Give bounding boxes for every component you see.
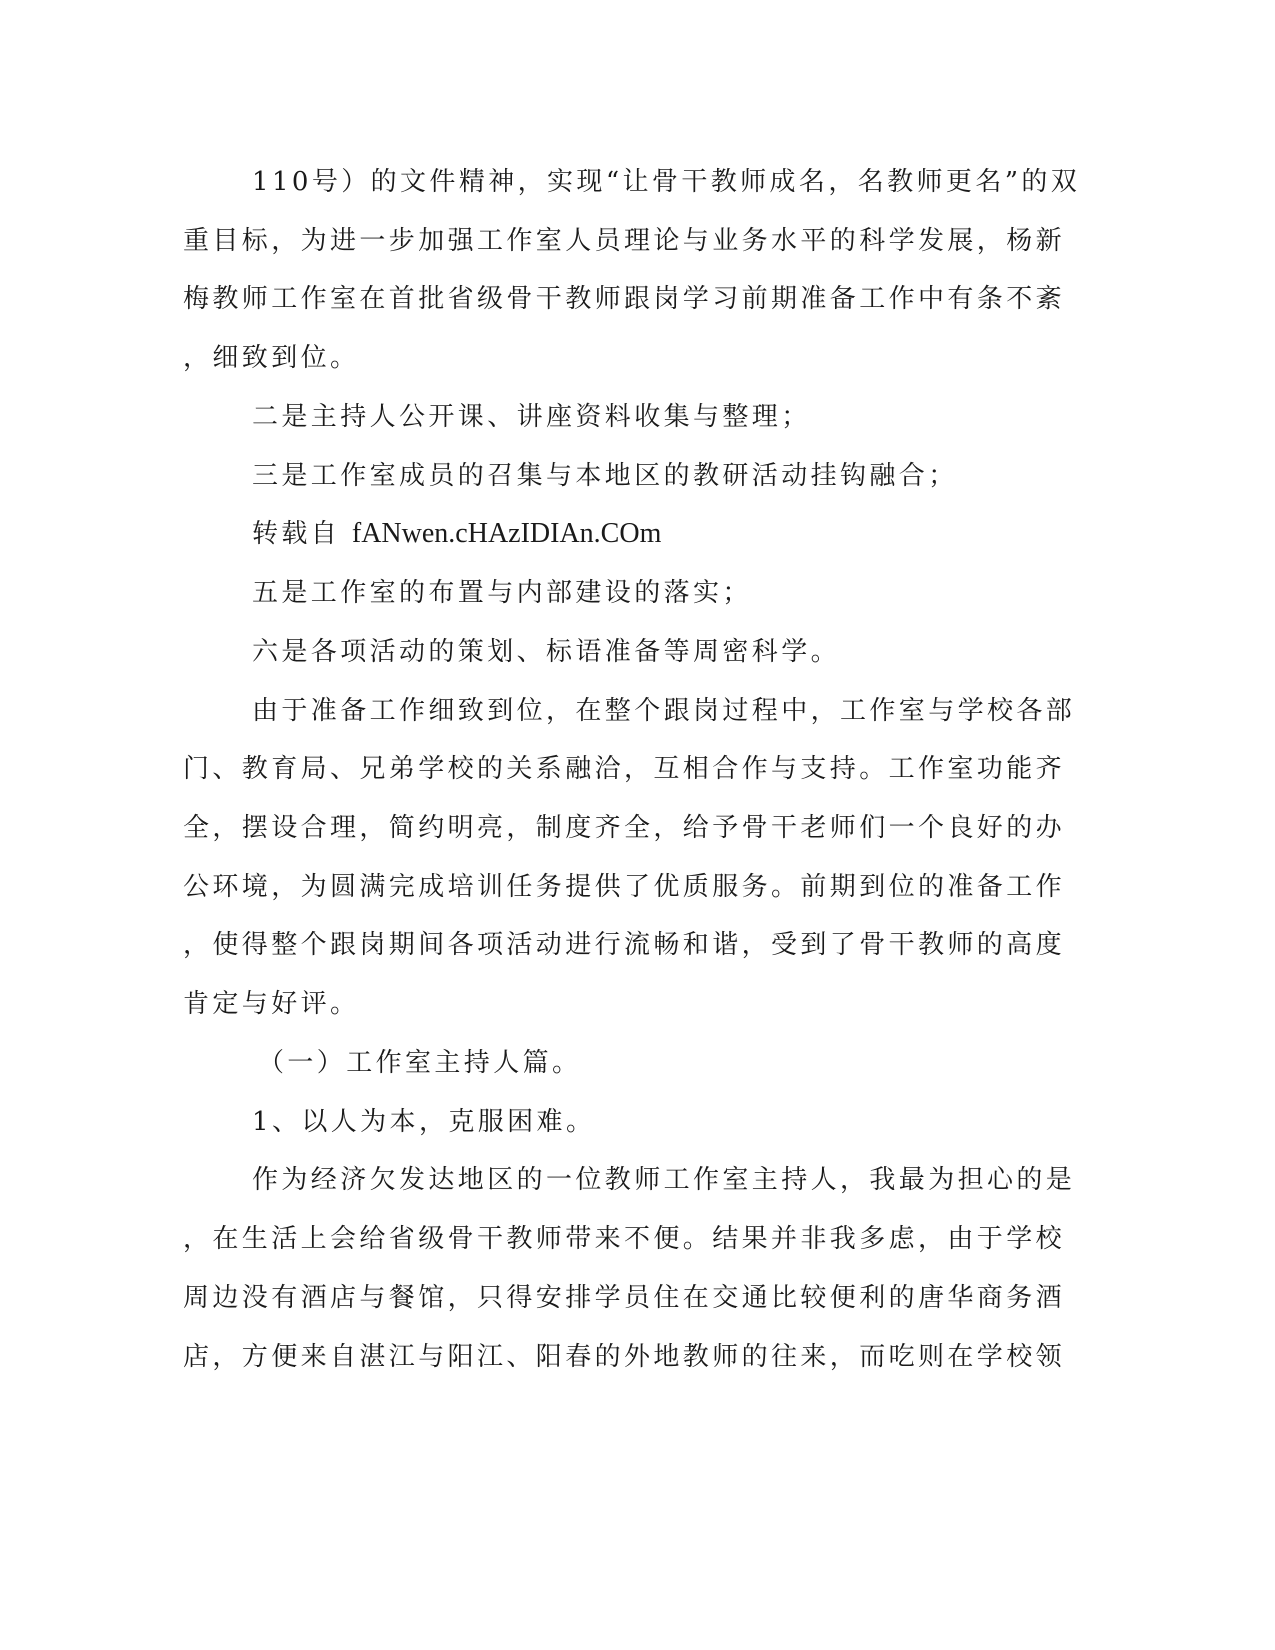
source-url: fANwen.cHAzIDIAn.COm [351,518,662,549]
subsection-heading: 1、以人为本，克服困难。 [252,1107,596,1137]
text-line: 作为经济欠发达地区的一位教师工作室主持人，我最为担心的是 [252,1165,1076,1195]
text-line: 重目标，为进一步加强工作室人员理论与业务水平的科学发展，杨新 [183,226,1066,256]
text-line: 公环境，为圆满完成培训任务提供了优质服务。前期到位的准备工作 [183,872,1066,902]
source-prefix: 转载自 [252,519,352,549]
text-line: 门、教育局、兄弟学校的关系融洽，互相合作与支持。工作室功能齐 [183,754,1066,784]
text-line: 周边没有酒店与餐馆，只得安排学员住在交通比较便利的唐华商务酒 [183,1283,1066,1313]
text-line: 肯定与好评。 [183,989,360,1019]
text-line: 梅教师工作室在首批省级骨干教师跟岗学习前期准备工作中有条不紊 [183,284,1066,314]
text-line: 二是主持人公开课、讲座资料收集与整理； [252,402,811,432]
text-line: ，在生活上会给省级骨干教师带来不便。结果并非我多虑，由于学校 [183,1224,1066,1254]
text-line: ，细致到位。 [183,343,360,373]
source-line [252,514,661,554]
text-line: 110号）的文件精神，实现“让骨干教师成名，名教师更名”的双 [252,167,1081,197]
text-line: ，使得整个跟岗期间各项活动进行流畅和谐，受到了骨干教师的高度 [183,930,1066,960]
text-line: 五是工作室的布置与内部建设的落实； [252,578,752,608]
text-line: 全，摆设合理，简约明亮，制度齐全，给予骨干老师们一个良好的办 [183,813,1066,843]
text-line: 店，方便来自湛江与阳江、阳春的外地教师的往来，而吃则在学校领 [183,1342,1066,1372]
text-line: 由于准备工作细致到位，在整个跟岗过程中，工作室与学校各部 [252,696,1076,726]
section-heading: （一）工作室主持人篇。 [258,1048,582,1078]
text-line: 三是工作室成员的召集与本地区的教研活动挂钩融合； [252,461,958,491]
text-line: 六是各项活动的策划、标语准备等周密科学。 [252,637,841,667]
